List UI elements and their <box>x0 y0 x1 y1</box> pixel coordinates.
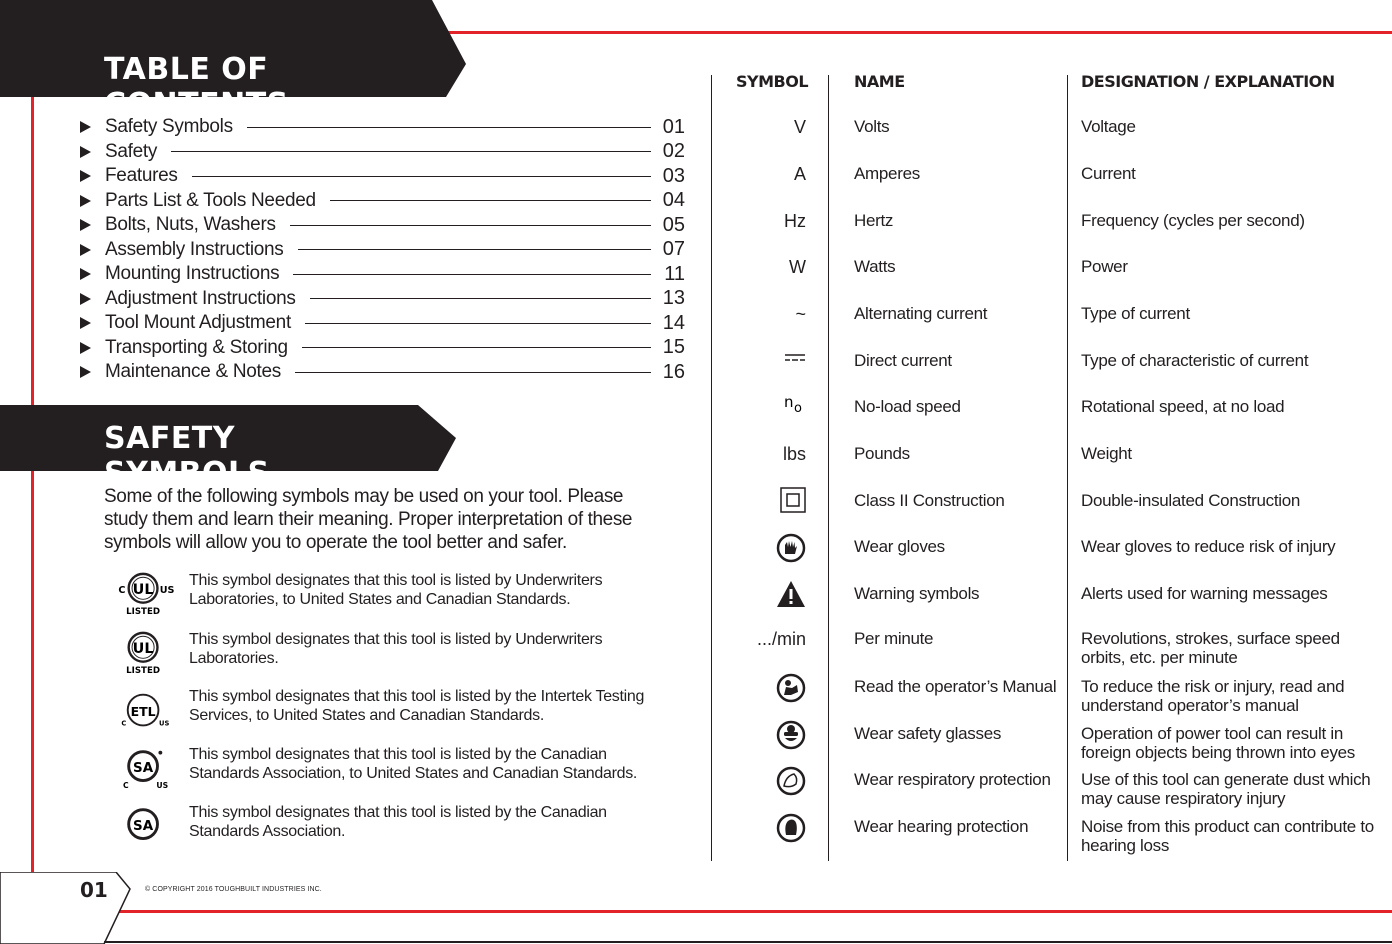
bottom-rule <box>104 941 1392 943</box>
cert-item <box>110 745 670 793</box>
toc-item-label: Bolts, Nuts, Washers <box>105 214 276 236</box>
toc-item-label: Tool Mount Adjustment <box>105 312 291 334</box>
toc-item[interactable] <box>80 164 685 189</box>
symbol-row <box>711 444 1392 490</box>
symbol-name: Amperes <box>854 164 920 183</box>
symbol-name: Wear safety glasses <box>854 724 1002 743</box>
symbol-name: Pounds <box>854 444 910 463</box>
symbol-row <box>711 164 1392 210</box>
symbol-row <box>711 537 1392 583</box>
csa-c-us-icon <box>110 745 180 793</box>
csa-icon <box>110 803 180 851</box>
leader-line <box>305 323 651 324</box>
leader-line <box>192 176 651 177</box>
symbol-explanation: Use of this tool can generate dust which may cause respiratory injury <box>1081 770 1371 808</box>
toc-item[interactable] <box>80 360 685 385</box>
symbol-explanation: Wear gloves to reduce risk of injury <box>1081 537 1336 556</box>
bullet-icon <box>80 170 91 182</box>
svg-text:US: US <box>159 585 175 597</box>
cert-description: This symbol designates that this tool is listed by the Intertek Testing Services, to United States and Canadian Standards. <box>189 688 645 724</box>
toc-item-label: Transporting & Storing <box>105 336 288 358</box>
symbol-cell: V <box>793 117 806 137</box>
symbol-name: Hertz <box>854 211 894 230</box>
header-symbol: SYMBOL <box>736 72 809 91</box>
leader-line <box>247 127 651 128</box>
symbol-row <box>711 584 1392 630</box>
toc-item[interactable] <box>80 336 685 361</box>
svg-text:US: US <box>156 781 169 791</box>
header-name: NAME <box>854 72 905 91</box>
symbol-name: Direct current <box>854 351 952 370</box>
toc-item-page: 01 <box>662 115 685 138</box>
toc-item-label: Safety <box>105 140 158 162</box>
safety-intro: Some of the following symbols may be used on your tool. Please study them and learn their meaning. Proper interpretation of these symbols will allow you to operate the tool better and safer. <box>104 486 633 553</box>
symbol-row <box>711 817 1392 863</box>
safety-title: SAFETY SYMBOLS <box>104 421 270 491</box>
copyright: © COPYRIGHT 2016 TOUGHBUILT INDUSTRIES INC. <box>145 886 322 893</box>
toc-item-page: 02 <box>662 140 685 163</box>
cert-description: This symbol designates that this tool is listed by the Canadian Standards Association. <box>189 804 607 840</box>
symbol-explanation: Rotational speed, at no load <box>1081 397 1285 416</box>
cert-item <box>110 687 670 735</box>
bullet-icon <box>80 342 91 354</box>
svg-text:o: o <box>794 401 802 416</box>
symbol-name: Class II Construction <box>854 491 1005 510</box>
symbol-row <box>711 393 1392 443</box>
bullet-icon <box>80 195 91 207</box>
toc-item-page: 04 <box>662 189 685 212</box>
toc-item-label: Assembly Instructions <box>105 238 284 260</box>
toc-item[interactable] <box>80 189 685 214</box>
symbol-explanation: Frequency (cycles per second) <box>1081 211 1305 230</box>
toc-item-label: Safety Symbols <box>105 116 233 138</box>
symbol-row <box>711 770 1392 816</box>
symbol-row <box>711 351 1392 397</box>
symbol-row <box>711 304 1392 350</box>
toc-item-page: 07 <box>662 238 685 261</box>
symbol-name: Volts <box>854 117 890 136</box>
bullet-icon <box>80 146 91 158</box>
symbol-name: Alternating current <box>854 304 988 323</box>
toc-item[interactable] <box>80 262 685 287</box>
svg-text:n: n <box>784 393 794 411</box>
toc-item-label: Parts List & Tools Needed <box>105 189 316 211</box>
symbol-name: No-load speed <box>854 397 961 416</box>
toc-item[interactable] <box>80 213 685 238</box>
symbol-cell: Hz <box>784 211 806 231</box>
bullet-icon <box>80 317 91 329</box>
svg-text:UL: UL <box>132 582 154 599</box>
toc-item-label: Features <box>105 165 178 187</box>
cert-item <box>110 571 670 619</box>
leader-line <box>330 200 651 201</box>
symbol-name: Wear gloves <box>854 537 945 556</box>
svg-text:C: C <box>122 781 129 791</box>
svg-text:UL: UL <box>132 641 154 658</box>
svg-text:LISTED: LISTED <box>126 666 161 677</box>
bullet-icon <box>80 244 91 256</box>
toc-item[interactable] <box>80 287 685 312</box>
leader-line <box>298 249 652 250</box>
symbol-cell: lbs <box>782 444 806 464</box>
symbol-row <box>711 117 1392 163</box>
symbol-row <box>711 491 1392 537</box>
symbol-explanation: Operation of power tool can result in foreign objects being thrown into eyes <box>1081 724 1355 762</box>
bullet-icon <box>80 121 91 133</box>
symbol-row <box>711 257 1392 303</box>
svg-text:ETL: ETL <box>130 703 156 719</box>
page-number-tab <box>0 872 140 944</box>
symbol-name: Read the operator’s Manual <box>854 677 1057 696</box>
bullet-icon <box>80 219 91 231</box>
symbol-cell: A <box>793 164 806 184</box>
symbol-explanation: To reduce the risk or injury, read and understand operator’s manual <box>1081 677 1345 715</box>
svg-text:C: C <box>121 719 127 728</box>
symbol-cell: W <box>789 257 806 277</box>
leader-line <box>290 225 651 226</box>
header-explanation: DESIGNATION / EXPLANATION <box>1081 72 1335 91</box>
toc-item[interactable] <box>80 115 685 140</box>
cert-item <box>110 803 670 851</box>
leader-line <box>293 274 651 275</box>
table-of-contents <box>80 115 685 385</box>
bullet-icon <box>80 366 91 378</box>
symbol-explanation: Revolutions, strokes, surface speed orbits, etc. per minute <box>1081 629 1340 667</box>
toc-item[interactable] <box>80 140 685 165</box>
leader-line <box>171 151 651 152</box>
symbol-explanation: Current <box>1081 164 1136 183</box>
symbol-explanation: Noise from this product can contribute to hearing loss <box>1081 817 1374 855</box>
symbol-explanation: Power <box>1081 257 1128 276</box>
toc-item-page: 05 <box>662 213 685 236</box>
leader-line <box>302 347 651 348</box>
bullet-icon <box>80 268 91 280</box>
leader-line <box>295 372 651 373</box>
toc-item-page: 14 <box>662 311 685 334</box>
symbol-name: Warning symbols <box>854 584 980 603</box>
toc-item-label: Mounting Instructions <box>105 263 280 285</box>
symbol-explanation: Voltage <box>1081 117 1136 136</box>
svg-text:SA: SA <box>133 760 154 776</box>
cert-description: This symbol designates that this tool is listed by the Canadian Standards Association, to United States and Canadian Standards. <box>189 746 638 782</box>
svg-text:C: C <box>118 585 126 597</box>
symbol-explanation: Weight <box>1081 444 1132 463</box>
page-number: 01 <box>80 878 108 902</box>
symbol-cell: .../min <box>756 629 806 649</box>
symbol-row <box>711 211 1392 257</box>
toc-title: TABLE OF CONTENTS <box>104 52 289 122</box>
symbol-explanation: Double-insulated Construction <box>1081 491 1301 510</box>
symbol-row <box>711 724 1392 770</box>
bullet-icon <box>80 293 91 305</box>
toc-item[interactable] <box>80 311 685 336</box>
toc-item-label: Adjustment Instructions <box>105 287 296 309</box>
cert-description: This symbol designates that this tool is listed by Underwriters Laboratories. <box>189 631 603 667</box>
symbol-explanation: Alerts used for warning messages <box>1081 584 1328 603</box>
etl-listed-icon <box>110 687 180 735</box>
symbol-name: Wear hearing protection <box>854 817 1029 836</box>
leader-line <box>310 298 651 299</box>
svg-text:LISTED: LISTED <box>126 607 161 618</box>
toc-item-page: 11 <box>664 262 685 285</box>
symbol-name: Wear respiratory protection <box>854 770 1051 789</box>
cert-description: This symbol designates that this tool is listed by Underwriters Laboratories, to United States and Canadian Standards. <box>189 572 603 608</box>
toc-item-page: 03 <box>662 164 685 187</box>
toc-item-page: 13 <box>662 287 685 310</box>
symbol-name: Per minute <box>854 629 934 648</box>
toc-item-label: Maintenance & Notes <box>105 361 281 383</box>
svg-text:SA: SA <box>133 818 154 834</box>
symbol-explanation: Type of current <box>1081 304 1190 323</box>
ul-listed-icon <box>110 630 180 678</box>
toc-item[interactable] <box>80 238 685 263</box>
symbol-cell: ~ <box>795 304 806 324</box>
symbol-explanation: Type of characteristic of current <box>1081 351 1309 370</box>
toc-item-page: 15 <box>662 336 685 359</box>
symbol-row <box>711 629 1392 675</box>
symbol-row <box>711 677 1392 723</box>
toc-item-page: 16 <box>662 360 685 383</box>
cert-item <box>110 630 670 678</box>
ul-listed-c-us-icon <box>110 571 180 619</box>
symbol-name: Watts <box>854 257 896 276</box>
svg-text:US: US <box>159 719 170 728</box>
